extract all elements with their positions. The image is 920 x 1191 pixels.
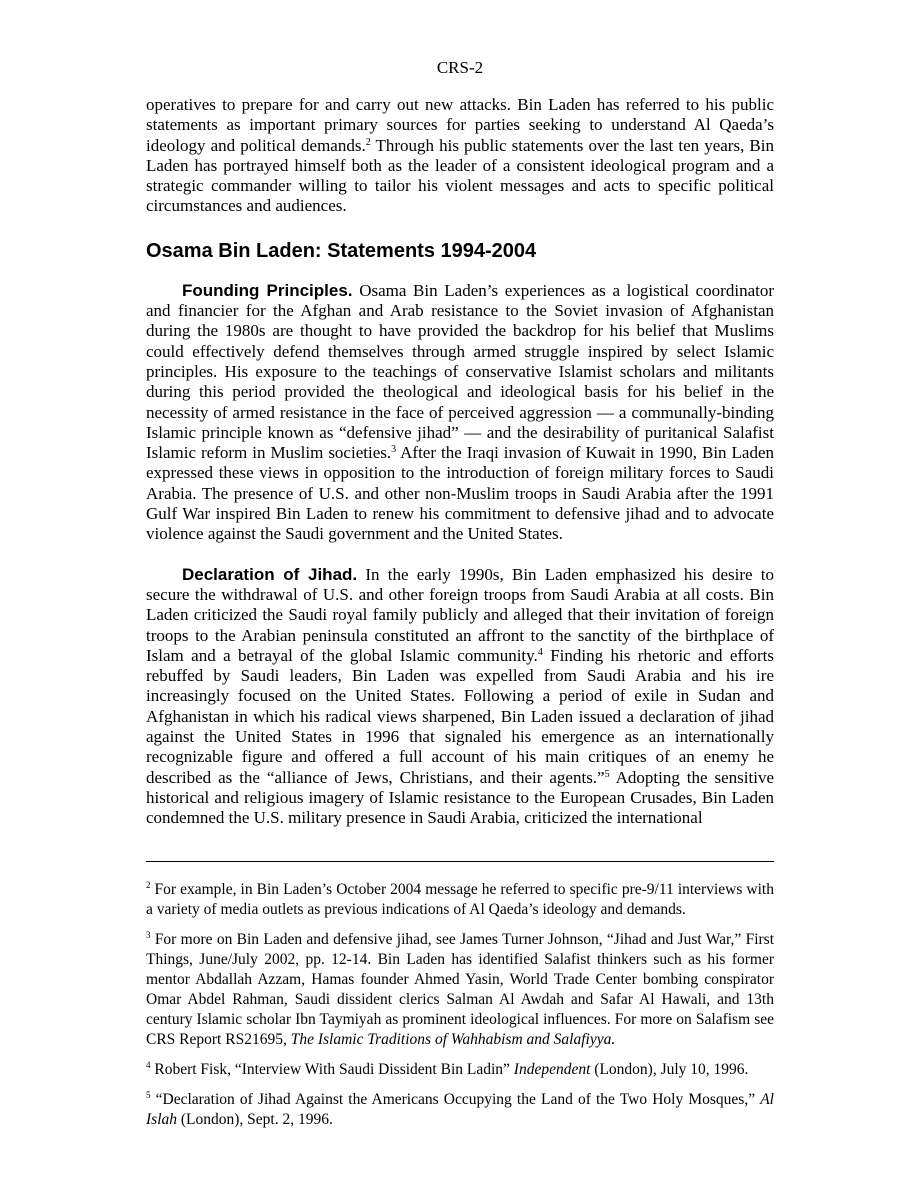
page-header: CRS-2 — [436, 58, 484, 77]
footnote-number: 4 — [146, 1060, 151, 1070]
founding-principles-text-a: Osama Bin Laden’s experiences as a logistical coordinator and financier for the Afghan and Arab resistance to the Soviet invasion of Afghanistan during the 1980s are thought to have provided the backdrop for his belief that Muslims could effectively defend themselves through armed struggle inspired by select Islamic principles. His exposure to the teachings of conservative Islamist scholars and militants during this period provided the theological and ideological basis for his belief in the necessity of armed resistance in the face of perceived aggression — a communally-binding Islamic principle known as “defensive jihad” — and the desirability of puritanical Salafist Islamic reform in Muslim societies. — [146, 280, 774, 463]
section-title: Osama Bin Laden: Statements 1994-2004 — [146, 239, 537, 262]
footnote-5-text-b: (London), Sept. 2, 1996. — [177, 1111, 333, 1128]
paragraph-gap — [146, 545, 774, 565]
declaration-text-a: In the early 1990s, Bin Laden emphasized his desire to secure the withdrawal of U.S. and other foreign troops from Saudi Arabia at all costs. Bin Laden criticized the Saudi royal family publicly and alleged that their invitation of foreign troops to the Arabian peninsula constituted an affront to the sanctity of the birthplace of Islam and a betrayal of the global Islamic community. — [146, 564, 774, 665]
footnote-4-text-a: Robert Fisk, “Interview With Saudi Dissident Bin Ladin” — [150, 1061, 514, 1078]
footnote-3 — [146, 930, 774, 1050]
intro-text-b: Through his public statements over the last ten years, Bin Laden has portrayed himself both as the leader of a consistent ideological program and a strategic commander willing to tailor his violent messages and acts to specific political circumstances and audiences. — [146, 135, 774, 216]
body-text — [146, 95, 774, 829]
footnote-4 — [146, 1060, 774, 1080]
footnote-number: 5 — [146, 1090, 151, 1100]
footnote-number: 2 — [146, 880, 151, 890]
footnote-ref-4[interactable]: 4 — [537, 646, 543, 658]
footnote-4-italic-title: Independent — [513, 1061, 591, 1078]
footnote-number: 3 — [146, 930, 151, 940]
footnote-5-text-a: “Declaration of Jihad Against the Americans Occupying the Land of the Two Holy Mosques,” — [150, 1091, 761, 1108]
footnote-3-italic-title: The Islamic Traditions of Wahhabism and Salafiyya. — [290, 1031, 616, 1048]
founding-principles-text-b: After the Iraqi invasion of Kuwait in 1990, Bin Laden expressed these views in opposition to the introduction of foreign military forces to Saudi Arabia. The presence of U.S. and other non-Muslim troops in Saudi Arabia after the 1991 Gulf War inspired Bin Laden to renew his commitment to defensive jihad and to advocate violence against the Saudi government and the United States. — [146, 443, 774, 544]
footnote-2 — [146, 880, 774, 920]
footnote-separator — [146, 861, 774, 862]
declaration-of-jihad-heading: Declaration of Jihad. — [182, 564, 358, 584]
intro-text-a: operatives to prepare for and carry out new attacks. Bin Laden has referred to his public statements as important primary sources for parties seeking to understand Al Qaeda’s ideology and political demands. — [146, 95, 774, 155]
founding-principles-paragraph — [146, 281, 774, 545]
footnote-3-text: For more on Bin Laden and defensive jihad, see James Turner Johnson, “Jihad and Just War,” First Things, June/July 2002, pp. 12-14. Bin Laden has identified Salafist thinkers such as his former mentor Abdallah Azzam, Hamas founder Ahmed Yasin, World Trade Center bombing conspirator Omar Abdel Rahman, Saudi dissident clerics Salman Al Awdah and Safar Al Hawali, and 13th century Islamic scholar Ibn Taymiyah as prominent ideological influences. For more on Salafism see CRS Report RS21695, — [146, 931, 774, 1048]
footnote-5 — [146, 1090, 774, 1130]
intro-paragraph — [146, 95, 774, 217]
footnote-ref-5[interactable]: 5 — [604, 768, 610, 780]
founding-principles-heading: Founding Principles. — [182, 280, 353, 300]
footnotes — [146, 880, 774, 1140]
declaration-text-b: Finding his rhetoric and efforts rebuffed by Saudi leaders, Bin Laden was expelled from Saudi Arabia and his ire increasingly focused on the United States. Following a period of exile in Sudan and Afghanistan in which his radical views sharpened, Bin Laden issued a declaration of jihad against the United States in 1996 that signaled his emergence as an internationally recognizable figure and offered a full account of his main critiques of an enemy he described as the “alliance of Jews, Christians, and their agents.” — [146, 645, 774, 787]
footnote-4-text-b: (London), July 10, 1996. — [590, 1061, 749, 1078]
footnote-5-italic-title: Al Islah — [146, 1091, 774, 1128]
footnote-ref-2[interactable]: 2 — [365, 136, 371, 148]
declaration-text-c: Adopting the sensitive historical and religious imagery of Islamic resistance to the European Crusades, Bin Laden condemned the U.S. military presence in Saudi Arabia, criticized the international — [146, 767, 775, 828]
footnote-2-text: For example, in Bin Laden’s October 2004 message he referred to specific pre-9/11 interviews with a variety of media outlets as previous indications of Al Qaeda’s ideology and demands. — [146, 881, 774, 918]
declaration-of-jihad-paragraph — [146, 565, 774, 829]
footnote-ref-3[interactable]: 3 — [391, 444, 397, 456]
